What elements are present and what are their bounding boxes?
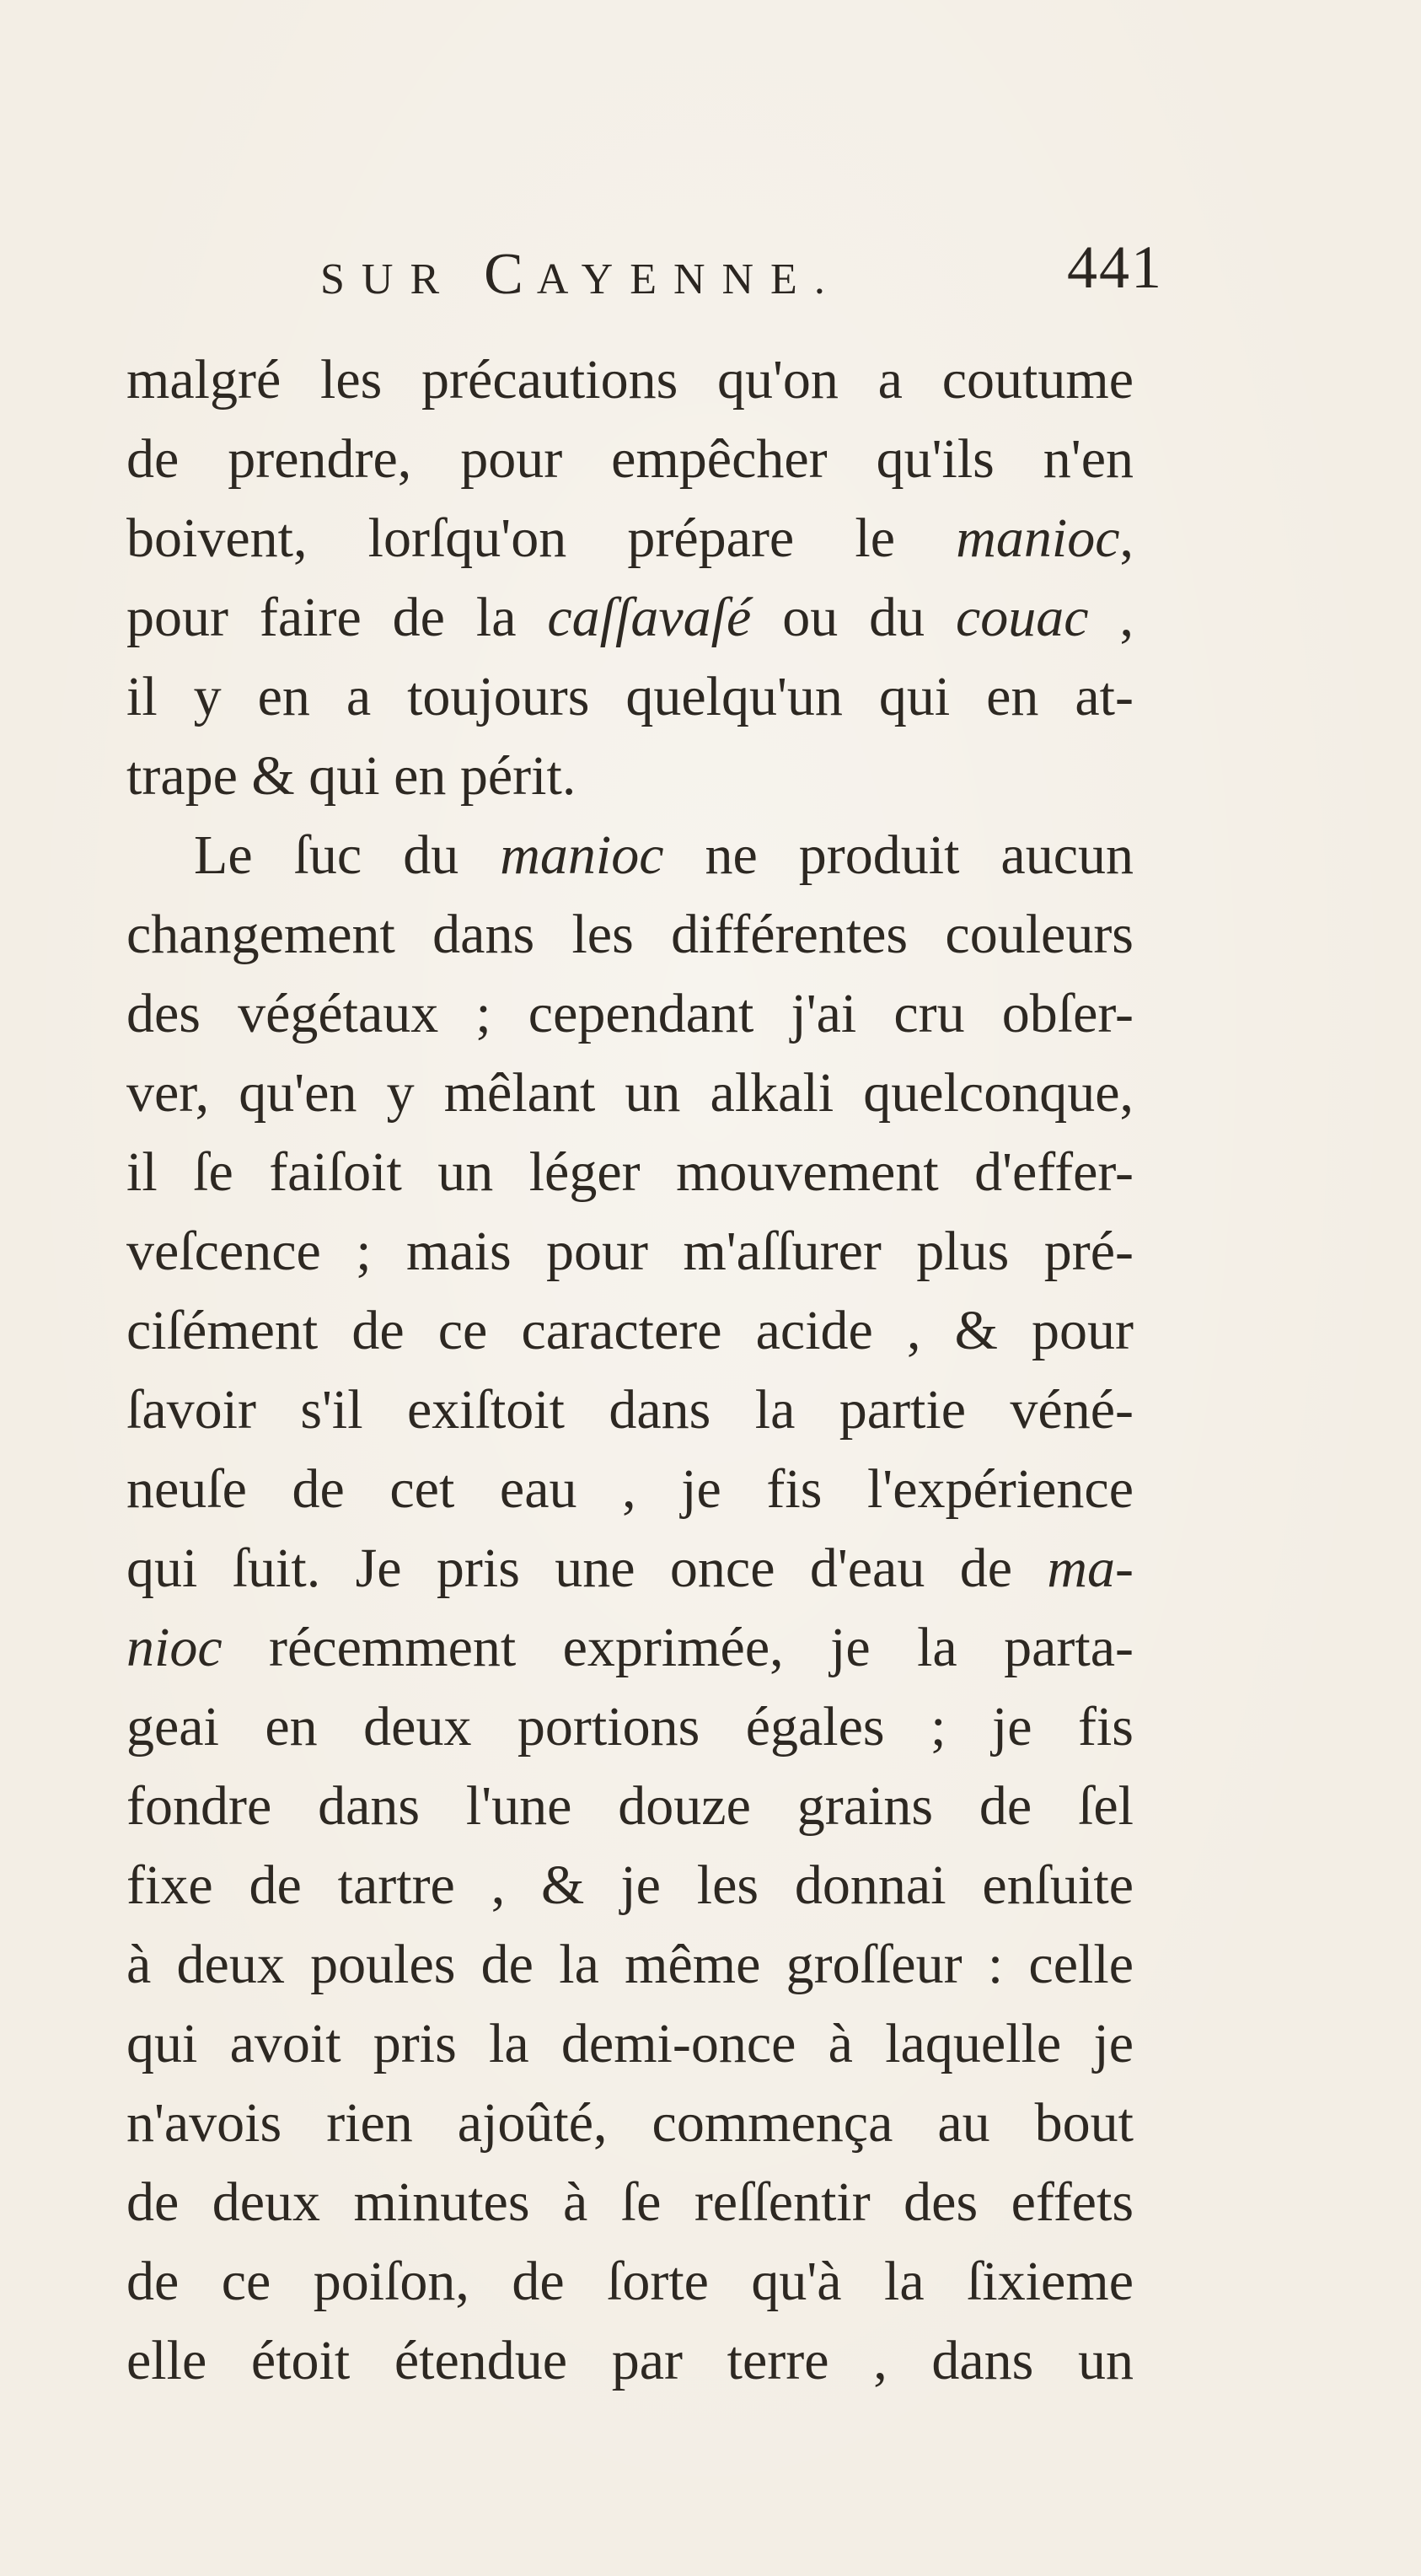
text-run: ſavoir s'il exiſtoit dans la partie véné- <box>126 1379 1134 1441</box>
italic-term: manioc <box>500 824 664 886</box>
text-run: , <box>1119 507 1134 569</box>
italic-term: couac <box>956 587 1089 648</box>
text-run: trape & qui en périt. <box>126 745 576 807</box>
text-run: il ſe faiſoit un léger mouvement d'effer- <box>126 1141 1134 1203</box>
italic-term: manioc <box>956 507 1120 569</box>
text-run: Le ſuc du <box>194 824 501 886</box>
text-run: de ce poiſon, de ſorte qu'à la ſixieme <box>126 2251 1134 2312</box>
text-run: pour faire de la <box>126 587 548 648</box>
text-line <box>126 341 1134 420</box>
text-line <box>126 2242 1134 2321</box>
text-run: ciſément de ce caractere acide , & pour <box>126 1300 1134 1361</box>
text-line <box>126 2084 1134 2163</box>
page-number: 441 <box>1067 233 1163 301</box>
text-run: ne produit aucun <box>663 824 1134 886</box>
text-line <box>126 2163 1134 2242</box>
text-line <box>126 1450 1134 1529</box>
text-line <box>126 2321 1134 2401</box>
text-run: fondre dans l'une douze grains de ſel <box>126 1775 1134 1837</box>
text-line <box>126 974 1134 1054</box>
text-line <box>126 1212 1134 1291</box>
text-run: n'avois rien ajoûté, commença au bout <box>126 2092 1134 2154</box>
text-run: à deux poules de la même groſſeur : celle <box>126 1934 1134 1995</box>
text-line <box>126 1371 1134 1450</box>
text-line <box>126 1133 1134 1212</box>
running-title-pre: SUR <box>320 255 485 303</box>
text-line <box>126 1291 1134 1371</box>
text-run: qui ſuit. Je pris une once d'eau de <box>126 1538 1048 1599</box>
text-run: récemment exprimée, je la parta- <box>222 1617 1134 1678</box>
text-run: ver, qu'en y mêlant un alkali quelconque, <box>126 1062 1134 1124</box>
text-line <box>126 1054 1134 1133</box>
text-line <box>126 1608 1134 1688</box>
italic-term: caſſavaſé <box>547 587 752 648</box>
text-run: veſcence ; mais pour m'aſſurer plus pré- <box>126 1221 1134 1282</box>
text-line <box>126 1529 1134 1608</box>
text-line <box>126 420 1134 499</box>
text-run: elle étoit étendue par terre , dans un <box>126 2330 1134 2391</box>
text-run: geai en deux portions égales ; je fis <box>126 1696 1134 1758</box>
text-run: malgré les précautions qu'on a coutume <box>126 349 1134 411</box>
text-line <box>126 737 1134 816</box>
text-line <box>126 816 1134 895</box>
text-line <box>126 1846 1134 1925</box>
text-run: de deux minutes à ſe reſſentir des effets <box>126 2171 1134 2233</box>
text-line <box>126 2004 1134 2084</box>
page-header <box>320 233 1163 325</box>
running-title-capital: C <box>484 242 537 307</box>
italic-term: nioc <box>126 1617 223 1678</box>
text-run: des végétaux ; cependant j'ai cru obſer- <box>126 983 1134 1044</box>
text-run: neuſe de cet eau , je fis l'expérience <box>126 1458 1134 1520</box>
text-run: changement dans les différentes couleurs <box>126 904 1134 965</box>
running-title <box>320 241 842 309</box>
text-line <box>126 1925 1134 2004</box>
text-run: fixe de tartre , & je les donnai enſuite <box>126 1854 1134 1916</box>
text-line <box>126 657 1134 737</box>
body-text <box>126 341 1134 2401</box>
text-run: il y en a toujours quelqu'un qui en at- <box>126 666 1134 727</box>
text-line <box>126 499 1134 578</box>
text-run: qui avoit pris la demi-once à laquelle je <box>126 2013 1134 2074</box>
text-line <box>126 1688 1134 1767</box>
text-line <box>126 895 1134 974</box>
text-run: , <box>1088 587 1134 648</box>
text-run: de prendre, pour empêcher qu'ils n'en <box>126 428 1134 490</box>
running-title-rest: AYENNE. <box>536 255 842 303</box>
text-run: ou du <box>751 587 956 648</box>
text-run: boivent, lorſqu'on prépare le <box>126 507 957 569</box>
italic-term: ma- <box>1047 1538 1134 1599</box>
text-line <box>126 578 1134 657</box>
text-line <box>126 1767 1134 1846</box>
